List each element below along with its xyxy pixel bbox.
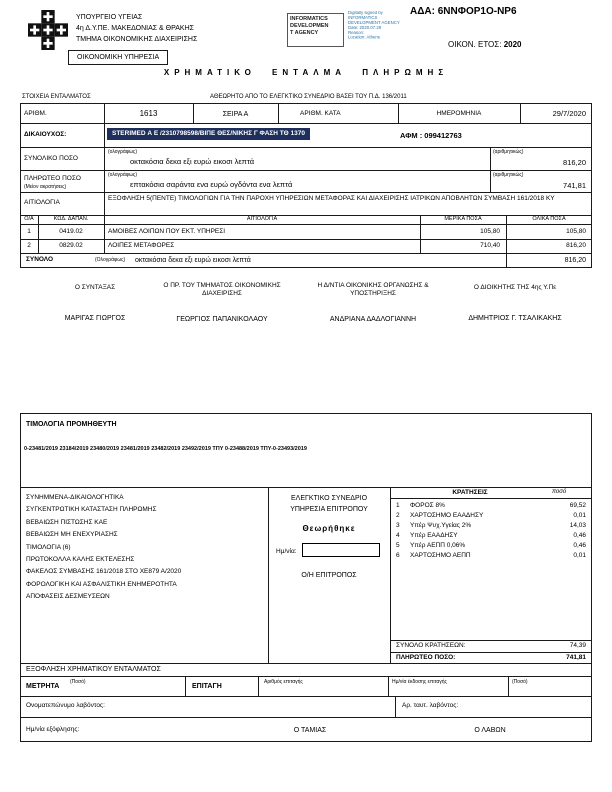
audit-court-line1: ΕΛΕΓΚΤΙΚΟ ΣΥΝΕΔΡΙΟ bbox=[290, 495, 368, 502]
deduction-row-label: ΧΑΡΤΟΣΗΜΟ ΑΕΠΠ bbox=[410, 552, 471, 559]
deduction-row-amount: 69,52 bbox=[569, 502, 586, 509]
grid-line bbox=[20, 741, 592, 742]
deduction-row-amount: 0,46 bbox=[573, 532, 586, 539]
order-number-value: 1613 bbox=[139, 109, 158, 118]
grid-line bbox=[20, 170, 592, 171]
col-header-partial: ΜΕΡΙΚΑ ΠΟΣΑ bbox=[444, 216, 482, 222]
numeric-label: (αριθμητικώς) bbox=[493, 149, 524, 155]
list-item: ΣΥΓΚΕΝΤΡΩΤΙΚΗ ΚΑΤΑΣΤΑΣΗ ΠΛΗΡΩΜΗΣ bbox=[26, 506, 157, 514]
deduction-row-amount: 0,01 bbox=[573, 512, 586, 519]
registry-number-label: ΑΡΙΘΜ. ΚΑΤΑ bbox=[300, 110, 341, 117]
deductions-total-amount: 74,39 bbox=[569, 642, 586, 649]
in-words-label-2: (ολογράφως) bbox=[108, 172, 138, 178]
fiscal-year bbox=[448, 40, 521, 50]
sig-line: Date: 2020.07.29 bbox=[348, 25, 382, 31]
audit-court-line2: ΥΠΗΡΕΣΙΑ ΕΠΙΤΡΟΠΟΥ bbox=[290, 506, 368, 513]
grid-line bbox=[20, 103, 592, 104]
digital-signature-text bbox=[348, 11, 417, 41]
table-row-partial: 105,80 bbox=[480, 228, 500, 235]
series-label: ΣΕΙΡΑ Α bbox=[222, 111, 249, 118]
deduction-row-amount: 0,01 bbox=[573, 552, 586, 559]
order-number-label: ΑΡΙΘΜ. bbox=[24, 110, 47, 117]
table-row-oa: 1 bbox=[27, 228, 31, 235]
grid-line bbox=[20, 487, 592, 488]
list-item: ΣΥΝΗΜΜΕΝΑ-ΔΙΚΑΙΟΛΟΓΗΤΙΚΑ bbox=[26, 494, 124, 501]
deductions-title: ΚΡΑΤΗΣΕΙΣ bbox=[452, 489, 488, 496]
list-item: ΤΙΜΟΛΟΓΙΑ (6) bbox=[26, 543, 71, 551]
grid-line bbox=[395, 696, 396, 717]
grid-line bbox=[20, 663, 592, 664]
grid-line bbox=[591, 103, 592, 267]
grid-line bbox=[20, 147, 592, 148]
check-date-label: Ημ/νία έκδοσης επιταγής bbox=[392, 679, 447, 685]
grid-line bbox=[104, 103, 105, 253]
deduction-row-label: ΦΟΡΟΣ 8% bbox=[410, 502, 445, 509]
table-row-oa: 2 bbox=[27, 242, 31, 249]
col-header-code: ΚΩΔ. ΔΑΠΑΝ. bbox=[53, 216, 89, 222]
grid-line bbox=[20, 123, 592, 124]
untheorized-note: ΑΘΕΩΡΗΤΟ ΑΠΟ ΤΟ ΕΛΕΓΚΤΙΚΟ ΣΥΝΕΔΡΙΟ ΒΑΣΕΙ ΤΟΥ Π.Δ. 136/2011 bbox=[210, 94, 407, 100]
signature-title: Ο ΣΥΝΤΑΞΑΣ bbox=[74, 284, 116, 291]
recipient-id-label: Αρ. ταυτ. λαβόντος: bbox=[402, 702, 459, 709]
deduction-row-amount: 14,03 bbox=[569, 522, 586, 529]
stamp-line-1: INFORMATICS bbox=[290, 16, 328, 22]
stamp-line-2: DEVELOPMEN bbox=[290, 22, 329, 29]
deduction-row-num: 3 bbox=[396, 522, 400, 529]
signature-block bbox=[152, 282, 292, 324]
reason-value: ΕΞΟΦΛΗΣΗ 5(ΠΕΝΤΕ) ΤΙΜΟΛΟΓΙΩΝ ΓΙΑ ΤΗΝ ΠΑΡΟΧΗ ΥΠΗΡΕΣΙΩΝ ΜΕΤΑΦΟΡΑΣ ΚΑΙ ΔΙΑΧΕΙΡΙΣΗΣ ΙΑΤΡΙΚΩΝ ΑΠΟΒΛΗΤΩΝ ΣΥΜΒΑΣΗ 161/2018 ΚΥ bbox=[108, 195, 555, 202]
table-row-desc: ΛΟΙΠΕΣ ΜΕΤΑΦΟΡΕΣ bbox=[108, 242, 175, 249]
deductions-total-label: ΣΥΝΟΛΟ ΚΡΑΤΗΣΕΩΝ: bbox=[396, 642, 466, 649]
deduction-row-label: Υπέρ ΑΕΠΠ 0,06% bbox=[410, 542, 466, 549]
digital-signature-stamp bbox=[287, 13, 344, 47]
health-cross-logo-icon bbox=[28, 10, 68, 50]
grid-line bbox=[20, 267, 592, 268]
net-payable-label: ΠΛΗΡΩΤΕΟ ΠΟΣΟ: bbox=[396, 654, 456, 661]
document-title: ΧΡΗΜΑΤΙΚΟ ΕΝΤΑΛΜΑ ΠΛΗΡΩΜΗΣ bbox=[163, 68, 449, 77]
sum-words-label: (Ολογράφως) bbox=[95, 257, 126, 263]
signature-name: ΔΗΜΗΤΡΙΟΣ Γ. ΤΣΑΛΙΚΑΚΗΣ bbox=[468, 315, 562, 323]
total-amount-label: ΣΥΝΟΛΙΚΟ ΠΟΣΟ bbox=[24, 155, 78, 162]
deductions-amount-header: ποσό bbox=[552, 489, 567, 495]
signature-block bbox=[30, 284, 160, 324]
table-row-code: 0829.02 bbox=[59, 242, 83, 249]
check-number-label: Αριθμός επιταγής bbox=[264, 679, 303, 685]
list-item: ΒΕΒΑΙΩΣΗ ΜΗ ΕΝΕΧΥΡΙΑΣΗΣ bbox=[26, 531, 118, 539]
signature-title: Ο ΠΡ. ΤΟΥ ΤΜΗΜΑΤΟΣ ΟΙΚΟΝΟΜΙΚΗΣ ΔΙΑΧΕΙΡΙΣΗΣ bbox=[163, 282, 281, 298]
list-item: ΠΡΩΤΟΚΟΛΛΑ ΚΑΛΗΣ ΕΚΤΕΛΕΣΗΣ bbox=[26, 556, 135, 564]
date-value: 29/7/2020 bbox=[552, 109, 586, 118]
grid-line bbox=[20, 676, 592, 677]
list-item: ΑΠΟΦΑΣΕΙΣ ΔΕΣΜΕΥΣΕΩΝ bbox=[26, 593, 110, 601]
stamp-line-3: T AGENCY bbox=[290, 29, 319, 36]
grid-line bbox=[20, 717, 592, 718]
check-amount-label: (Ποσό) bbox=[512, 679, 528, 685]
ministry-line-3: ΤΜΗΜΑ ΟΙΚΟΝΟΜΙΚΗΣ ΔΙΑΧΕΙΡΙΣΗΣ bbox=[76, 36, 198, 43]
total-amount-value: 816,20 bbox=[563, 158, 586, 167]
table-row-partial: 710,40 bbox=[480, 242, 500, 249]
check-label: ΕΠΙΤΑΓΗ bbox=[192, 683, 222, 690]
deduction-row-num: 2 bbox=[396, 512, 400, 519]
list-item: ΦΟΡΟΛΟΓΙΚΗ ΚΑΙ ΑΣΦΑΛΙΣΤΙΚΗ ΕΝΗΜΕΡΟΤΗΤΑ bbox=[26, 580, 177, 588]
sum-label: ΣΥΝΟΛΟ bbox=[26, 256, 54, 263]
grid-line bbox=[591, 413, 592, 741]
sum-amount: 816,20 bbox=[564, 257, 586, 264]
payable-amount-label: ΠΛΗΡΩΤΕΟ ΠΟΣΟ bbox=[24, 175, 81, 182]
grid-line bbox=[388, 676, 389, 696]
ada-label: ΑΔΑ: bbox=[410, 6, 435, 17]
sig-line: Location: Athens bbox=[348, 35, 380, 41]
supplier-invoices-title: ΤΙΜΟΛΟΓΙΑ ΠΡΟΜΗΘΕΥΤΗ bbox=[26, 421, 117, 428]
cash-amount-label: (Ποσό) bbox=[70, 679, 86, 685]
grid-line bbox=[20, 696, 592, 697]
deduction-row-num: 5 bbox=[396, 542, 400, 549]
beneficiary-value: STERIMED Α Ε /2310798598/ΒΙΠΕ ΘΕΣ/ΝΙΚΗΣ Γ ΦΑΣΗ ΤΘ 1370 bbox=[107, 128, 310, 140]
grid-line bbox=[258, 676, 259, 696]
payable-amount-value: 741,81 bbox=[563, 181, 586, 190]
table-row-code: 0419.02 bbox=[59, 228, 83, 235]
ada-value: 6ΝΝΦΟΡ1Ο-ΝΡ6 bbox=[437, 6, 517, 17]
recipient-name-label: Ονοματεπώνυμο λαβόντος: bbox=[26, 702, 105, 709]
attachments-list bbox=[26, 492, 206, 604]
table-row-total: 816,20 bbox=[566, 242, 586, 249]
deduction-row-label: Υπέρ Ψυχ.Υγείας 2% bbox=[410, 522, 472, 529]
supplier-invoice-numbers: 0-23481/2019 23184/2019 23480/2019 23481/2019 23482/2019 23492/2019 ΤΠΥ 0-23488/2019 ΤΠΥ-0-23493/2019 bbox=[24, 446, 307, 452]
total-amount-words: οκτακόσια δεκα εξι ευρώ εικοσι λεπτά bbox=[130, 157, 255, 166]
signature-name: ΓΕΩΡΓΙΟΣ ΠΑΠΑΝΙΚΟΛΑΟΥ bbox=[176, 315, 268, 323]
list-item: ΒΕΒΑΙΩΣΗ ΠΙΣΤΩΣΗΣ ΚΑΕ bbox=[26, 518, 108, 526]
grid-line bbox=[20, 413, 21, 741]
grid-line bbox=[278, 103, 279, 123]
signature-block bbox=[445, 284, 585, 324]
table-row-total: 105,80 bbox=[566, 228, 586, 235]
department-box: ΟΙΚΟΝΟΜΙΚΗ ΥΠΗΡΕΣΙΑ bbox=[68, 50, 168, 65]
order-details-label: ΣΤΟΙΧΕΙΑ ΕΝΤΑΛΜΑΤΟΣ bbox=[22, 94, 91, 100]
in-words-label: (ολογράφως) bbox=[108, 149, 138, 155]
signature-name: ΜΑΡΙΓΑΣ ΓΙΩΡΓΟΣ bbox=[64, 315, 126, 323]
commissioner-label: Ο/Η ΕΠΙΤΡΟΠΟΣ bbox=[301, 572, 357, 579]
deduction-row-label: Υπέρ ΕΑΑΔΗΣΥ bbox=[410, 532, 458, 539]
sig-line: INFORMATICS bbox=[348, 15, 378, 21]
grid-line bbox=[390, 640, 592, 641]
deduction-row-num: 6 bbox=[396, 552, 400, 559]
commissioner-date-label: Ημ/νία: bbox=[276, 548, 297, 555]
approved-stamp-text: Θεωρήθηκε bbox=[302, 524, 356, 533]
commissioner-date-input[interactable] bbox=[302, 543, 380, 557]
signature-name: ΑΝΔΡΙΑΝΑ ΔΑΔΛΟΓΙΑΝΝΗ bbox=[329, 315, 417, 323]
col-header-desc: ΑΙΤΙΟΛΟΓΙΑ bbox=[246, 216, 278, 222]
grid-line bbox=[185, 676, 186, 696]
deduction-row-num: 4 bbox=[396, 532, 400, 539]
ministry-line-1: ΥΠΟΥΡΓΕΙΟ ΥΓΕΙΑΣ bbox=[76, 14, 143, 21]
cash-label: ΜΕΤΡΗΤΑ bbox=[26, 683, 60, 690]
signature-title: Ο ΔΙΟΙΚΗΤΗΣ ΤΗΣ 4ης Υ.Πε bbox=[473, 284, 557, 291]
afm bbox=[400, 131, 462, 141]
payable-amount-sublabel: (Μείον ακρατήσεις) bbox=[24, 184, 67, 190]
sig-line: Reason: bbox=[348, 30, 365, 36]
col-header-oa: Ο/Α bbox=[24, 216, 34, 222]
signature-block bbox=[298, 282, 448, 324]
cashier-label: Ο ΤΑΜΙΑΣ bbox=[293, 727, 327, 734]
fiscal-year-label: ΟΙΚΟΝ. ΕΤΟΣ: bbox=[448, 40, 502, 49]
afm-label: ΑΦΜ : bbox=[400, 131, 423, 140]
sig-line: Digitally signed by bbox=[348, 11, 383, 16]
sig-line: DEVELOPMENT AGENCY bbox=[348, 20, 400, 26]
ministry-line-2: 4η Δ.Υ.ΠΕ. ΜΑΚΕΔΟΝΙΑΣ & ΘΡΑΚΗΣ bbox=[76, 25, 194, 32]
deduction-row-num: 1 bbox=[396, 502, 400, 509]
grid-line bbox=[390, 487, 391, 663]
list-item: ΦΑΚΕΛΟΣ ΣΥΜΒΑΣΗΣ 161/2018 ΣΤΟ ΧΕ879 Α/2020 bbox=[26, 568, 182, 576]
grid-line bbox=[508, 676, 509, 696]
sum-words: οκτακόσια δεκα εξι ευρώ εικοσι λεπτά bbox=[135, 257, 251, 264]
date-label: ΗΜΕΡΟΜΗΝΙΑ bbox=[436, 110, 482, 117]
settlement-date-label: Ημ/νία εξόφλησης: bbox=[26, 726, 80, 733]
grid-line bbox=[20, 192, 592, 193]
deduction-row-amount: 0,46 bbox=[573, 542, 586, 549]
beneficiary-label: ΔΙΚΑΙΟΥΧΟΣ: bbox=[24, 131, 67, 138]
reason-label: ΑΙΤΙΟΛΟΓΙΑ bbox=[24, 199, 60, 206]
numeric-label-2: (αριθμητικώς) bbox=[493, 172, 524, 178]
signature-title: Η Δ/ΝΤΙΑ ΟΙΚΟΝΙΚΗΣ ΟΡΓΑΝΩΣΗΣ & ΥΠΟΣΤΗΡΙΞΗΣ bbox=[317, 282, 429, 298]
fiscal-year-value: 2020 bbox=[503, 40, 522, 49]
grid-line bbox=[20, 413, 592, 414]
grid-line bbox=[390, 652, 592, 653]
payable-amount-words: επτακόσια σαράντα ενα ευρώ ογδόντα ενα λεπτά bbox=[130, 180, 293, 189]
table-row-desc: ΑΜΟΙΒΕΣ ΛΟΙΠΩΝ ΠΟΥ ΕΚΤ. ΥΠΗΡΕΣΙ bbox=[108, 228, 226, 235]
deduction-row-label: ΧΑΡΤΟΣΗΜΟ ΕΑΑΔΗΣΥ bbox=[410, 512, 484, 519]
afm-value: 099412763 bbox=[424, 131, 462, 140]
grid-line bbox=[390, 498, 592, 499]
col-header-total: ΟΛΙΚΑ ΠΟΣΑ bbox=[532, 216, 566, 222]
ada-number bbox=[410, 6, 517, 18]
settlement-title: ΕΞΟΦΛΗΣΗ ΧΡΗΜΑΤΙΚΟΥ ΕΝΤΑΛΜΑΤΟΣ bbox=[26, 666, 161, 673]
receiver-label: Ο ΛΑΒΩΝ bbox=[474, 727, 506, 734]
net-payable-amount: 741,81 bbox=[566, 654, 586, 661]
